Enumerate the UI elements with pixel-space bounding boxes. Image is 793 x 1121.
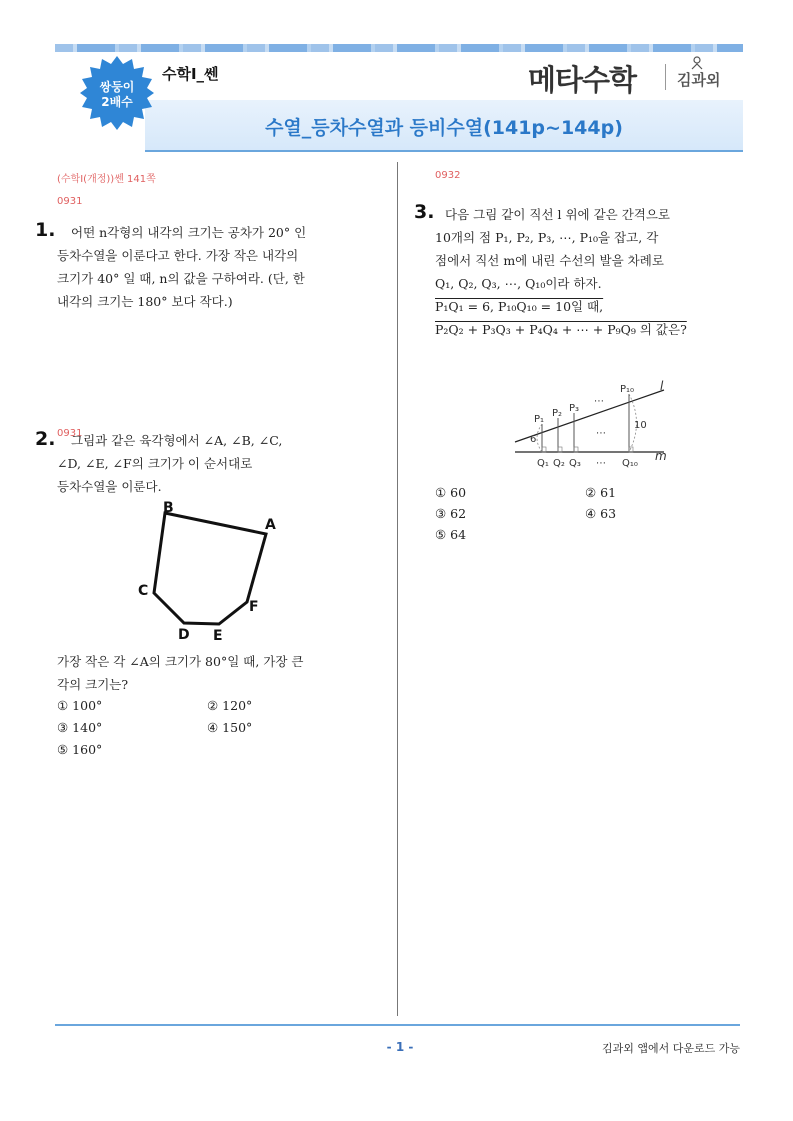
question-2-prompt-line: 가장 작은 각 ∠A의 크기가 80°일 때, 가장 큰	[57, 654, 304, 669]
question-3-option-2[interactable]: ② 61	[585, 485, 617, 500]
question-3-option-3[interactable]: ③ 62	[435, 506, 467, 521]
question-3-text	[435, 203, 737, 341]
brand-divider	[665, 64, 666, 90]
parallel-lines-figure	[512, 380, 672, 472]
question-3-option-4[interactable]: ④ 63	[585, 506, 617, 521]
line-l-label: l	[660, 380, 664, 393]
point-q1-label: Q₁	[537, 458, 549, 469]
question-1-line: 크기가 40° 일 때, n의 값을 구하여라. (단, 한	[57, 271, 305, 286]
question-2-number: 2.	[35, 428, 56, 450]
question-3-option-5[interactable]: ⑤ 64	[435, 527, 467, 542]
vertex-label-e: E	[213, 628, 223, 644]
question-2-option-5[interactable]: ⑤ 160°	[57, 742, 103, 757]
top-stripe	[55, 44, 743, 52]
question-1-text	[57, 221, 357, 313]
line-m-label: m	[655, 449, 667, 463]
badge-line-2: 2배수	[101, 95, 133, 109]
subject-label: 수학Ⅰ_쎈	[162, 65, 219, 83]
question-2-option-1[interactable]: ① 100°	[57, 698, 103, 713]
question-3-line: P₁Q₁ = 6, P₁₀Q₁₀ = 10일 때,	[435, 299, 604, 314]
dots-bottom-label: ⋯	[596, 458, 606, 469]
question-2-line: 등차수열을 이룬다.	[57, 479, 162, 494]
question-2-code: 0931	[57, 428, 83, 439]
question-1-number: 1.	[35, 219, 56, 241]
question-1-line: 어떤 n각형의 내각의 크기는 공차가 20° 인	[71, 225, 307, 240]
question-3-line: Q₁, Q₂, Q₃, ⋯, Q₁₀이라 하자.	[435, 276, 602, 291]
question-2-line: 그림과 같은 육각형에서 ∠A, ∠B, ∠C,	[71, 433, 283, 448]
point-p10-label: P₁₀	[620, 384, 635, 395]
question-2-option-2[interactable]: ② 120°	[207, 698, 253, 713]
length-6-label: 6	[530, 434, 537, 445]
question-3-line: P₂Q₂ + P₃Q₃ + P₄Q₄ + ⋯ + P₉Q₉ 의 값은?	[435, 322, 687, 337]
footer-line	[55, 1024, 740, 1026]
question-2-option-4[interactable]: ④ 150°	[207, 720, 253, 735]
vertex-label-b: B	[163, 500, 174, 516]
brand-logo: 메타수학	[528, 63, 637, 97]
brand-sub-logo: 김과외	[677, 71, 721, 89]
hexagon-figure	[135, 498, 290, 646]
question-3-line: 다음 그림 같이 직선 l 위에 같은 간격으로	[445, 207, 671, 222]
dots-top-label: ⋯	[594, 396, 604, 407]
question-3-code: 0932	[435, 170, 461, 181]
question-1-line: 등차수열을 이룬다고 한다. 가장 작은 내각의	[57, 248, 299, 263]
source-reference: (수학Ⅰ(개정))쎈 141쪽	[57, 174, 156, 185]
page-title: 수열_등차수열과 등비수열(141p~144p)	[265, 117, 623, 139]
point-q3-label: Q₃	[569, 458, 581, 469]
point-p3-label: P₃	[569, 403, 580, 414]
question-2-text	[57, 429, 357, 498]
vertex-label-d: D	[178, 627, 190, 643]
dots-mid-label: ⋯	[596, 428, 606, 439]
point-q10-label: Q₁₀	[622, 458, 638, 469]
question-3-option-1[interactable]: ① 60	[435, 485, 467, 500]
vertex-label-a: A	[265, 517, 276, 533]
column-divider	[397, 162, 398, 1016]
badge-line-1: 쌍둥이	[99, 80, 135, 94]
page-number: - 1 -	[386, 1040, 414, 1054]
question-2-prompt-line: 각의 크기는?	[57, 677, 129, 692]
question-2-line: ∠D, ∠E, ∠F의 크기가 이 순서대로	[57, 456, 253, 471]
question-1-code: 0931	[57, 196, 83, 207]
point-p2-label: P₂	[552, 408, 563, 419]
question-3-line: 10개의 점 P₁, P₂, P₃, ⋯, P₁₀을 잡고, 각	[435, 230, 659, 245]
badge-text	[80, 80, 154, 110]
vertex-label-c: C	[138, 583, 149, 599]
footer-note: 김과외 앱에서 다운로드 가능	[601, 1042, 740, 1055]
person-icon	[690, 56, 704, 70]
question-3-number: 3.	[414, 201, 435, 223]
question-2-prompt	[57, 650, 357, 696]
question-3-line: 점에서 직선 m에 내린 수선의 발을 차례로	[435, 253, 664, 268]
length-10-label: 10	[634, 420, 647, 431]
point-p1-label: P₁	[534, 414, 545, 425]
question-2-option-3[interactable]: ③ 140°	[57, 720, 103, 735]
question-1-line: 내각의 크기는 180° 보다 작다.)	[57, 294, 233, 309]
vertex-label-f: F	[249, 599, 259, 615]
point-q2-label: Q₂	[553, 458, 565, 469]
